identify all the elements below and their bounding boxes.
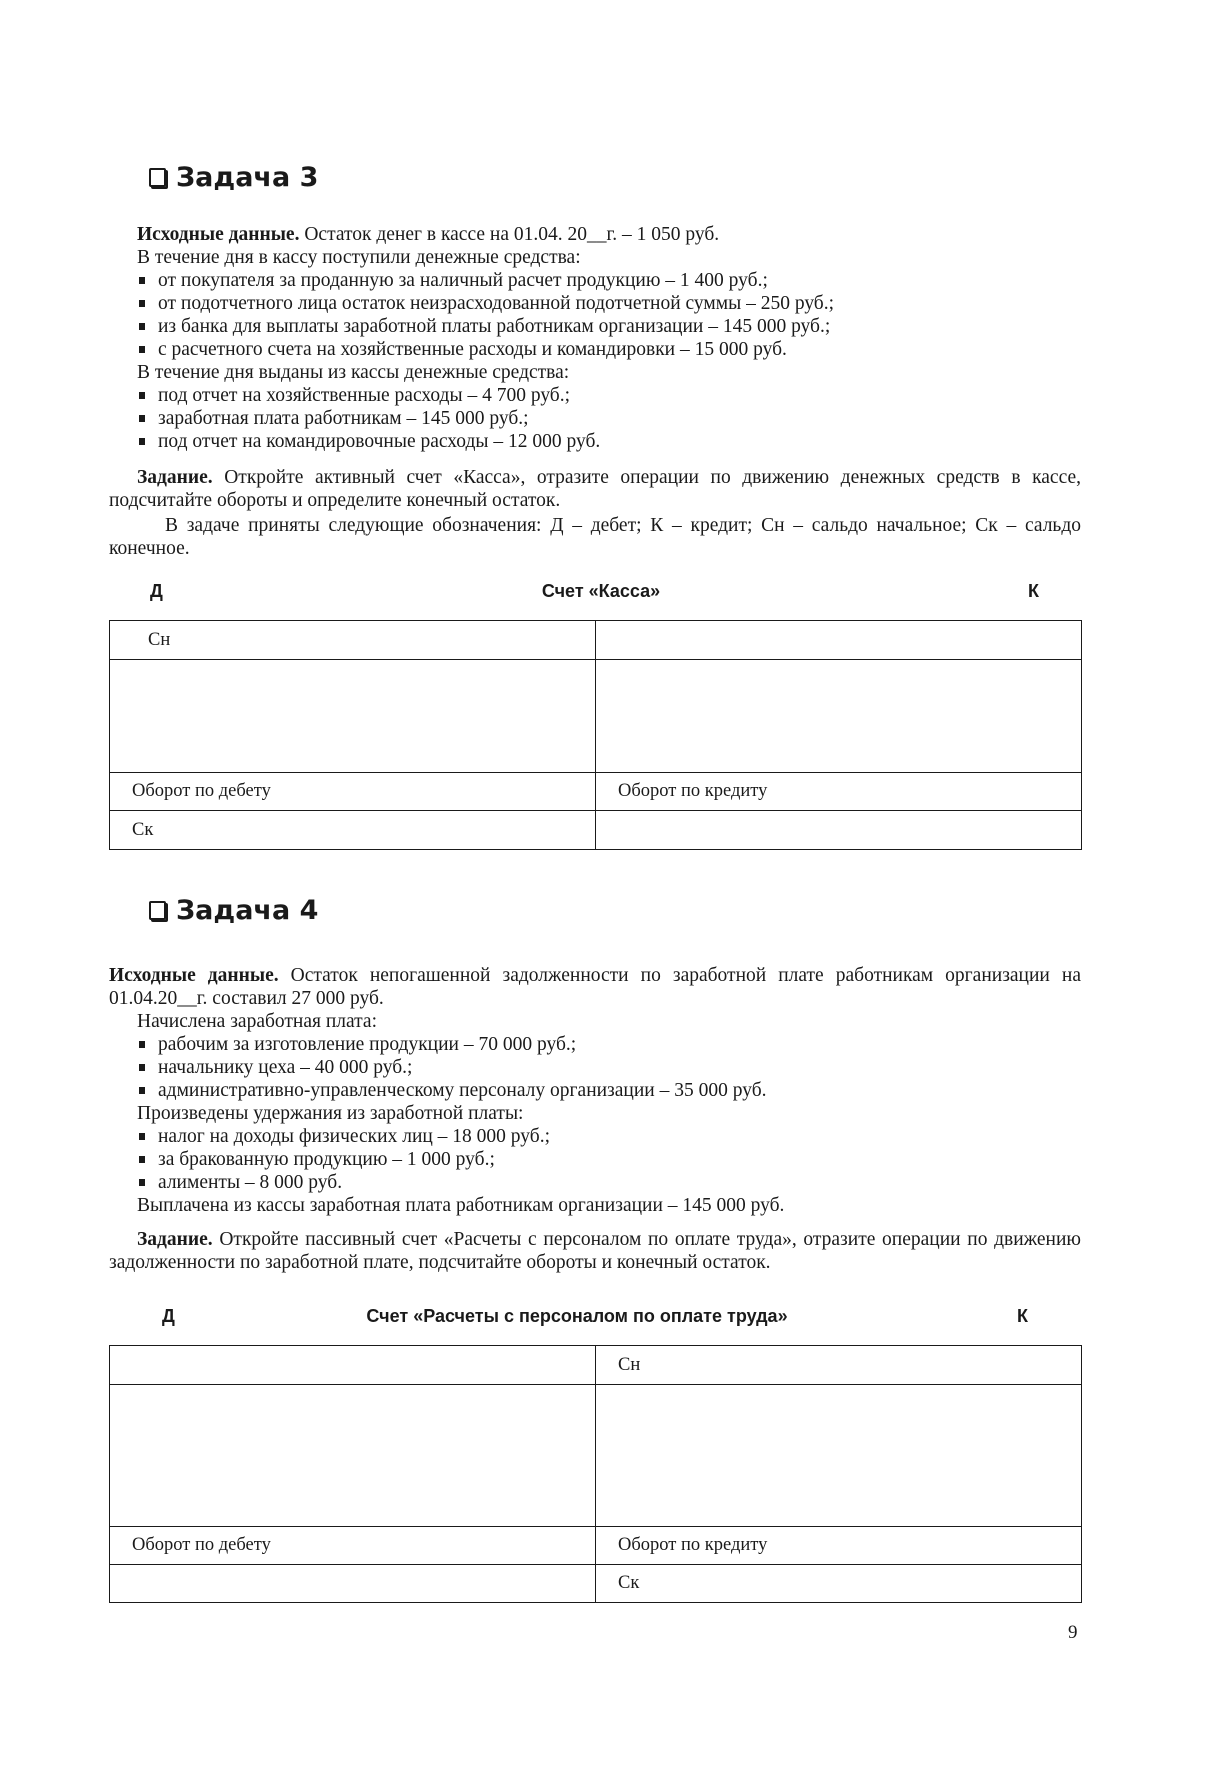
credit-entries-cell [596,1385,1082,1527]
empty-cell [110,1346,596,1385]
bullet-icon [139,300,145,307]
debit-label: Д [162,1306,175,1326]
debit-entries-cell [110,1385,596,1527]
list-item [109,1125,1081,1148]
credit-turnover-cell: Оборот по кредиту [596,1527,1082,1565]
assignment-text: Откройте активный счет «Касса», отразите операции по движению денежных средств в кассе, подсчитайте обороты и определите конечный остаток. [109,467,1081,511]
bullet-icon [139,1041,145,1048]
list-item-text: под отчет на командировочные расходы – 12 000 руб. [158,431,601,452]
list-item [109,338,1081,361]
list-item [109,430,1081,453]
paid-line: Выплачена из кассы заработная плата работникам организации – 145 000 руб. [137,1195,785,1216]
list-item [109,384,1081,407]
empty-cell [596,811,1082,850]
page-number: 9 [1068,1622,1078,1643]
task4-assignment [109,1228,1081,1274]
list-item [109,407,1081,430]
credit-entries-cell [596,660,1082,773]
list-item-text: налог на доходы физических лиц – 18 000 руб.; [158,1126,551,1147]
accrued-heading: Начислена заработная плата: [137,1011,377,1032]
bullet-icon [139,1087,145,1094]
list-item [109,1056,1081,1079]
assignment-label: Задание. [137,1229,213,1250]
list-item-text: алименты – 8 000 руб. [158,1172,343,1193]
empty-cell [110,1565,596,1603]
list-item-text: заработная плата работникам – 145 000 руб.; [158,408,529,429]
account-title: Счет «Расчеты с персоналом по оплате труда» [366,1306,788,1326]
intro-label: Исходные данные. [109,965,279,986]
list-item-text: из банка для выплаты заработной платы работникам организации – 145 000 руб.; [158,316,831,337]
task4-body [109,964,1081,1274]
intro-label: Исходные данные. [137,224,300,245]
bullet-icon [139,1064,145,1071]
task4-intro [109,964,1081,1010]
bullet-icon [139,415,145,422]
list-item [109,1148,1081,1171]
account-title: Счет «Касса» [541,581,661,601]
list-item-text: с расчетного счета на хозяйственные расходы и командировки – 15 000 руб. [158,339,787,360]
bullet-icon [139,392,145,399]
bullet-icon [139,1133,145,1140]
list-item [109,269,1081,292]
list-item-text: от подотчетного лица остаток неизрасходованной подотчетной суммы – 250 руб.; [158,293,835,314]
list-item [109,1171,1081,1194]
task4-title-text: Задача 4 [176,895,319,926]
list-item-text: от покупателя за проданную за наличный расчет продукцию – 1 400 руб.; [158,270,768,291]
intro-text: Остаток денег в кассе на 01.04. 20__г. – 1 050 руб. [299,224,720,245]
assignment-label: Задание. [137,467,213,488]
debit-turnover-cell: Оборот по дебету [110,773,596,811]
checkbox-square-icon [149,901,166,920]
list-item-text: рабочим за изготовление продукции – 70 000 руб.; [158,1034,577,1055]
task4-account-table [109,1345,1082,1603]
opening-balance-cell: Сн [110,621,596,660]
list-item-text: под отчет на хозяйственные расходы – 4 700 руб.; [158,385,571,406]
list-item [109,1079,1081,1102]
closing-balance-cell: Ск [596,1565,1082,1603]
task3-body [109,223,1081,560]
list-item-text: начальнику цеха – 40 000 руб.; [158,1057,413,1078]
task4-title [149,895,318,926]
received-heading: В течение дня в кассу поступили денежные средства: [137,247,581,268]
opening-balance-cell: Сн [596,1346,1082,1385]
list-item-text: за бракованную продукцию – 1 000 руб.; [158,1149,495,1170]
bullet-icon [139,346,145,353]
issued-heading: В течение дня выданы из кассы денежные средства: [137,362,570,383]
bullet-icon [139,323,145,330]
credit-label: К [1028,581,1039,601]
debit-turnover-cell: Оборот по дебету [110,1527,596,1565]
debit-label: Д [150,581,163,601]
bullet-icon [139,277,145,284]
credit-turnover-cell: Оборот по кредиту [596,773,1082,811]
bullet-icon [139,1156,145,1163]
credit-label: К [1017,1306,1028,1326]
list-item-text: административно-управленческому персоналу организации – 35 000 руб. [158,1080,767,1101]
empty-cell [596,621,1082,660]
checkbox-square-icon [149,168,166,187]
list-item [109,315,1081,338]
bullet-icon [139,438,145,445]
task3-title-text: Задача 3 [176,162,319,193]
debit-entries-cell [110,660,596,773]
deductions-heading: Произведены удержания из заработной платы: [137,1103,524,1124]
intro-text: Остаток непогашенной задолженности по заработной плате работникам организации на 01.04.20__г. составил 27 000 руб. [109,965,1081,1009]
task3-notation: В задаче приняты следующие обозначения: Д – дебет; К – кредит; Сн – сальдо начальное; Ск – сальдо конечное. [109,515,1081,559]
bullet-icon [139,1179,145,1186]
task3-assignment [109,466,1081,512]
task3-account-table [109,620,1082,850]
task3-title [149,162,318,193]
list-item [109,292,1081,315]
list-item [109,1033,1081,1056]
assignment-text: Откройте пассивный счет «Расчеты с персоналом по оплате труда», отразите операции по движению задолженности по заработной плате, подсчитайте обороты и конечный остаток. [109,1229,1081,1273]
task3-intro [109,223,1081,246]
closing-balance-cell: Ск [110,811,596,850]
